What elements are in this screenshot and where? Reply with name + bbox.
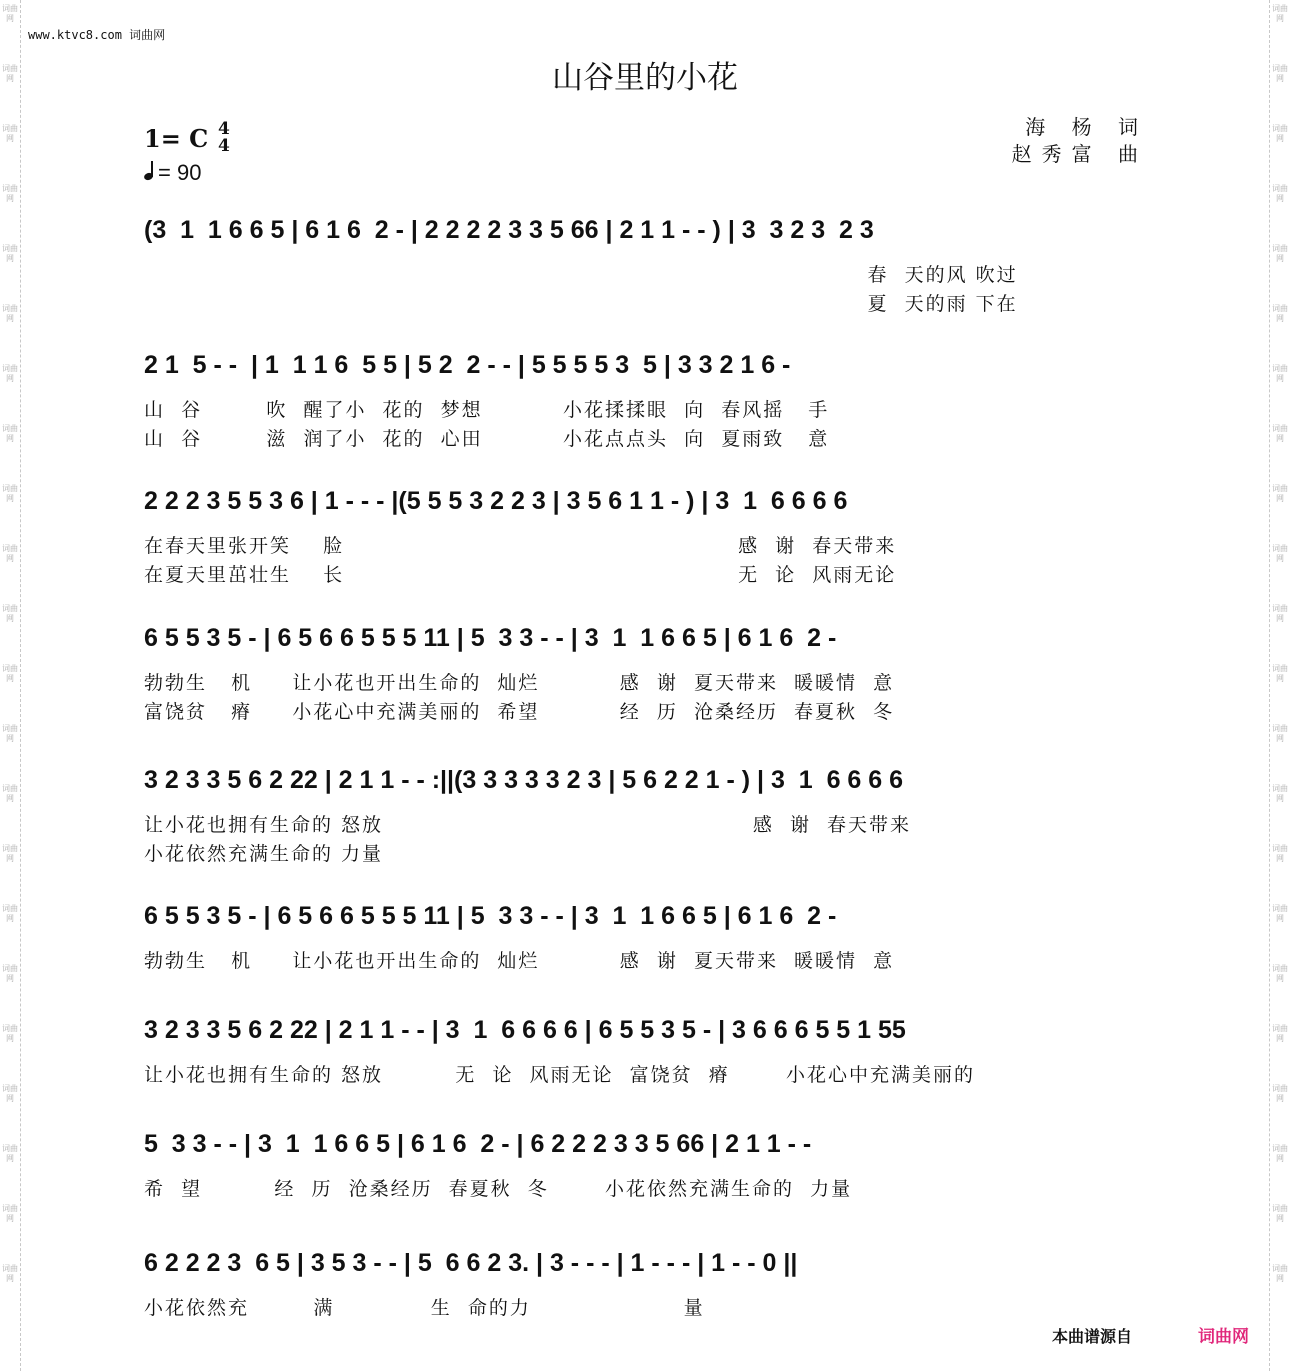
side-watermark: 词曲网 bbox=[1272, 904, 1288, 923]
left-watermark-strip bbox=[0, 0, 21, 1371]
side-watermark: 词曲网 bbox=[2, 604, 18, 623]
lyric-verse-2: 在夏天里茁壮生 长 无 论 风雨无论 bbox=[144, 564, 897, 586]
side-watermark: 词曲网 bbox=[2, 1144, 18, 1163]
side-watermark: 词曲网 bbox=[2, 4, 18, 23]
notation-line: 5 3 3 - - | 3 1 1 6 6 5 | 6 1 6 2 - | 6 2 2 2 3 3 5 66 | 2 1 1 - - bbox=[144, 1130, 812, 1158]
tempo-marking bbox=[144, 160, 201, 186]
side-watermark: 词曲网 bbox=[2, 1084, 18, 1103]
lyric-verse-2: 富饶贫 瘠 小花心中充满美丽的 希望 经 历 沧桑经历 春夏秋 冬 bbox=[144, 701, 895, 723]
notation-line: 3 2 3 3 5 6 2 22 | 2 1 1 - - :||(3 3 3 3 3 2 3 | 5 6 2 2 1 - ) | 3 1 6 6 6 6 bbox=[144, 766, 904, 794]
side-watermark: 词曲网 bbox=[1272, 544, 1288, 563]
side-watermark: 词曲网 bbox=[2, 724, 18, 743]
quarter-note-icon bbox=[144, 166, 154, 180]
tempo-value: = 90 bbox=[158, 160, 202, 185]
time-signature-bottom: 4 bbox=[218, 136, 230, 156]
lyric-verse-2: 小花依然充满生命的 力量 bbox=[144, 843, 384, 865]
notation-line: 3 2 3 3 5 6 2 22 | 2 1 1 - - | 3 1 6 6 6 6 | 6 5 5 3 5 - | 3 6 6 6 5 5 1 55 bbox=[144, 1016, 906, 1044]
side-watermark: 词曲网 bbox=[2, 304, 18, 323]
side-watermark: 词曲网 bbox=[2, 844, 18, 863]
lyric-verse-1: 让小花也拥有生命的 怒放 无 论 风雨无论 富饶贫 瘠 小花心中充满美丽的 bbox=[144, 1064, 975, 1086]
side-watermark: 词曲网 bbox=[1272, 304, 1288, 323]
lyric-verse-2: 山 谷 滋 润了小 花的 心田 小花点点头 向 夏雨致 意 bbox=[144, 428, 830, 450]
side-watermark: 词曲网 bbox=[2, 484, 18, 503]
side-watermark: 词曲网 bbox=[1272, 364, 1288, 383]
side-watermark: 词曲网 bbox=[1272, 1144, 1288, 1163]
lyric-verse-1: 小花依然充 满 生 命的力 量 bbox=[144, 1297, 705, 1319]
lyric-verse-1: 希 望 经 历 沧桑经历 春夏秋 冬 小花依然充满生命的 力量 bbox=[144, 1178, 853, 1200]
side-watermark: 词曲网 bbox=[1272, 844, 1288, 863]
right-watermark-strip bbox=[1269, 0, 1290, 1371]
side-watermark: 词曲网 bbox=[1272, 64, 1288, 83]
side-watermark: 词曲网 bbox=[1272, 784, 1288, 803]
side-watermark: 词曲网 bbox=[2, 64, 18, 83]
side-watermark: 词曲网 bbox=[2, 244, 18, 263]
lyric-verse-1: 让小花也拥有生命的 怒放 感 谢 春天带来 bbox=[144, 814, 912, 836]
lyric-verse-1: 勃勃生 机 让小花也开出生命的 灿烂 感 谢 夏天带来 暖暖情 意 bbox=[144, 950, 895, 972]
lyric-verse-1: 春 天的风 吹过 bbox=[144, 264, 1018, 286]
side-watermark: 词曲网 bbox=[2, 1204, 18, 1223]
side-watermark: 词曲网 bbox=[1272, 964, 1288, 983]
site-url: www.ktvc8.com 词曲网 bbox=[28, 28, 166, 42]
side-watermark: 词曲网 bbox=[2, 1024, 18, 1043]
lyric-verse-1: 勃勃生 机 让小花也开出生命的 灿烂 感 谢 夏天带来 暖暖情 意 bbox=[144, 672, 895, 694]
side-watermark: 词曲网 bbox=[1272, 1084, 1288, 1103]
notation-line: 2 2 2 3 5 5 3 6 | 1 - - - |(5 5 5 3 2 2 3 | 3 5 6 1 1 - ) | 3 1 6 6 6 6 bbox=[144, 487, 848, 515]
side-watermark: 词曲网 bbox=[2, 364, 18, 383]
side-watermark: 词曲网 bbox=[1272, 1204, 1288, 1223]
side-watermark: 词曲网 bbox=[2, 904, 18, 923]
side-watermark: 词曲网 bbox=[2, 184, 18, 203]
lyric-verse-2: 夏 天的雨 下在 bbox=[144, 293, 1018, 315]
notation-line: (3 1 1 6 6 5 | 6 1 6 2 - | 2 2 2 2 3 3 5 66 | 2 1 1 - - ) | 3 3 2 3 2 3 bbox=[144, 216, 874, 244]
notation-line: 6 5 5 3 5 - | 6 5 6 6 5 5 5 11 | 5 3 3 - - | 3 1 1 6 6 5 | 6 1 6 2 - bbox=[144, 902, 837, 930]
side-watermark: 词曲网 bbox=[1272, 124, 1288, 143]
side-watermark: 词曲网 bbox=[2, 1264, 18, 1283]
side-watermark: 词曲网 bbox=[2, 124, 18, 143]
lyricist-credit: 海 杨 词 bbox=[1025, 115, 1148, 139]
notation-line: 6 2 2 2 3 6 5 | 3 5 3 - - | 5 6 6 2 3. | 3 - - - | 1 - - - | 1 - - 0 || bbox=[144, 1249, 798, 1277]
time-signature bbox=[218, 121, 230, 155]
side-watermark: 词曲网 bbox=[2, 664, 18, 683]
side-watermark: 词曲网 bbox=[2, 544, 18, 563]
notation-line: 6 5 5 3 5 - | 6 5 6 6 5 5 5 11 | 5 3 3 - - | 3 1 1 6 6 5 | 6 1 6 2 - bbox=[144, 624, 837, 652]
side-watermark: 词曲网 bbox=[1272, 484, 1288, 503]
side-watermark: 词曲网 bbox=[1272, 4, 1288, 23]
side-watermark: 词曲网 bbox=[2, 964, 18, 983]
site-link[interactable]: 词曲网 bbox=[1198, 1327, 1249, 1347]
side-watermark: 词曲网 bbox=[1272, 1024, 1288, 1043]
side-watermark: 词曲网 bbox=[2, 424, 18, 443]
time-signature-top: 4 bbox=[218, 119, 230, 139]
side-watermark: 词曲网 bbox=[1272, 664, 1288, 683]
lyric-verse-1: 山 谷 吹 醒了小 花的 梦想 小花揉揉眼 向 春风摇 手 bbox=[144, 399, 830, 421]
lyric-verse-1: 在春天里张开笑 脸 感 谢 春天带来 bbox=[144, 535, 897, 557]
song-title: 山谷里的小花 bbox=[552, 60, 738, 96]
composer-credit: 赵秀富 曲 bbox=[1011, 142, 1148, 166]
source-label: 本曲谱源自 bbox=[1052, 1327, 1133, 1346]
side-watermark: 词曲网 bbox=[1272, 244, 1288, 263]
side-watermark: 词曲网 bbox=[1272, 424, 1288, 443]
credits bbox=[1012, 114, 1148, 168]
side-watermark: 词曲网 bbox=[1272, 1264, 1288, 1283]
side-watermark: 词曲网 bbox=[1272, 724, 1288, 743]
notation-line: 2 1 5 - - | 1 1 1 6 5 5 | 5 2 2 - - | 5 5 5 5 3 5 | 3 3 2 1 6 - bbox=[144, 351, 791, 379]
side-watermark: 词曲网 bbox=[1272, 604, 1288, 623]
side-watermark: 词曲网 bbox=[1272, 184, 1288, 203]
side-watermark: 词曲网 bbox=[2, 784, 18, 803]
key-signature: 1= C bbox=[144, 124, 209, 153]
